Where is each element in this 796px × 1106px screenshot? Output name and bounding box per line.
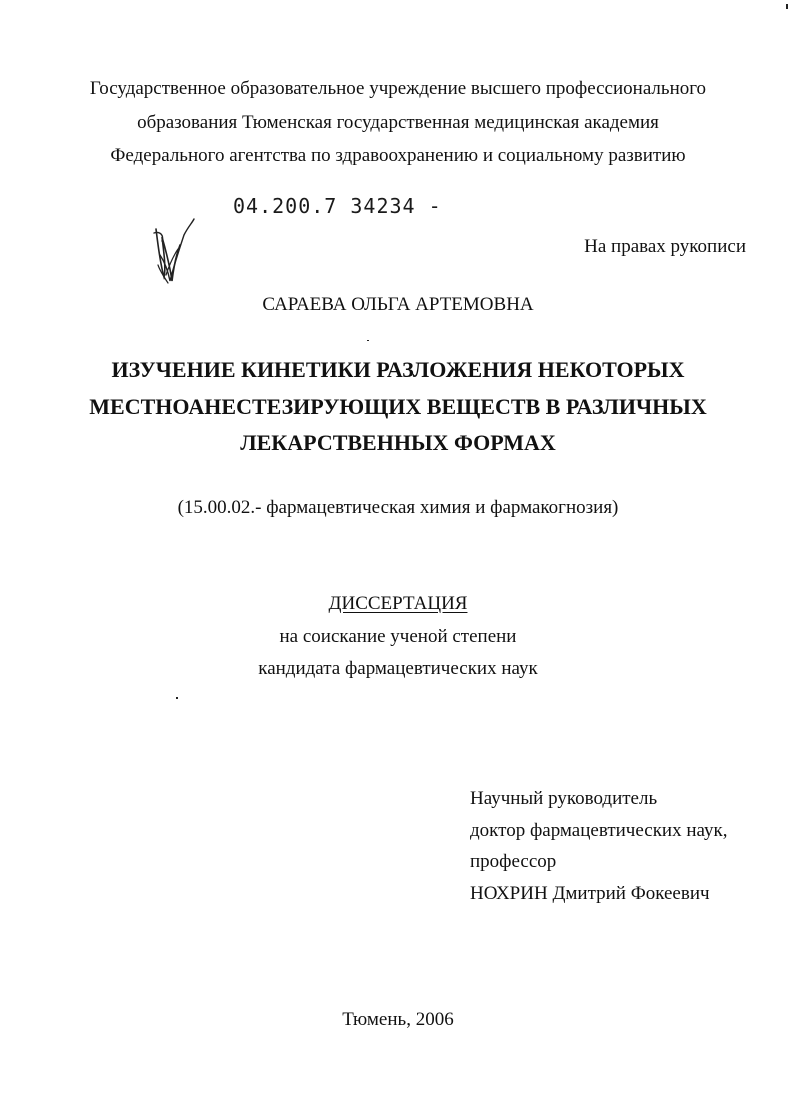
title-line-3: ЛЕКАРСТВЕННЫХ ФОРМАХ	[240, 430, 556, 455]
author-name: САРАЕВА ОЛЬГА АРТЕМОВНА	[262, 294, 534, 315]
dissertation-label: ДИССЕРТАЦИЯ	[328, 593, 468, 614]
institution-line-3: Федерального агентства по здравоохранению и социальному развитию	[110, 145, 686, 166]
degree-line-1: на соискание ученой степени	[279, 626, 517, 647]
scan-speck	[786, 4, 788, 9]
registration-stamp: 04.200.7 34234 -	[233, 194, 442, 218]
supervisor-name: НОХРИН Дмитрий Фокеевич	[470, 883, 710, 904]
supervisor-degree: доктор фармацевтических наук,	[470, 820, 728, 841]
institution-line-1: Государственное образовательное учреждение высшего профессионального	[89, 78, 707, 99]
city-year: Тюмень, 2006	[342, 1009, 454, 1030]
title-line-1: ИЗУЧЕНИЕ КИНЕТИКИ РАЗЛОЖЕНИЯ НЕКОТОРЫХ	[111, 357, 685, 382]
institution-line-2: образования Тюменская государственная медицинская академия	[137, 112, 659, 133]
signature-mark	[150, 215, 200, 295]
supervisor-rank: профессор	[470, 851, 557, 872]
scan-speck	[367, 340, 369, 341]
title-line-2: МЕСТНОАНЕСТЕЗИРУЮЩИХ ВЕЩЕСТВ В РАЗЛИЧНЫХ	[89, 394, 707, 419]
specialty-code: (15.00.02.- фармацевтическая химия и фармакогнозия)	[177, 497, 619, 518]
degree-line-2: кандидата фармацевтических наук	[258, 658, 538, 679]
manuscript-note: На правах рукописи	[584, 236, 746, 257]
supervisor-label: Научный руководитель	[470, 788, 658, 809]
scan-speck	[176, 697, 178, 699]
